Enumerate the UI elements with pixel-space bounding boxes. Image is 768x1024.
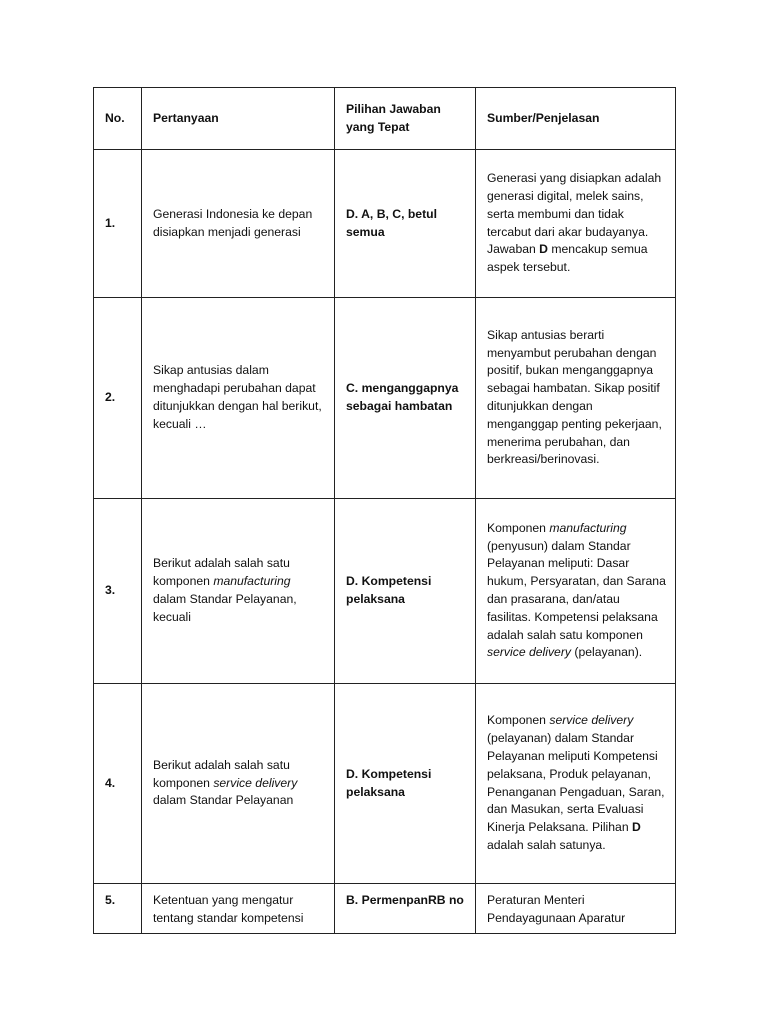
row-number: 1. <box>94 150 142 298</box>
explanation-text: Peraturan Menteri Pendayagunaan Aparatur <box>487 893 626 925</box>
answer-cell: C. menganggapnya sebagai hambatan <box>335 298 476 499</box>
header-no: No. <box>94 88 142 150</box>
explanation-text: (pelayanan) dalam Standar Pelayanan meliputi Kompetensi pelaksana, Produk pelayanan, Penanganan Pengaduan, Saran, dan Masukan, serta Evaluasi Kinerja Pelaksana. Pilihan <box>487 731 665 835</box>
question-cell <box>142 499 335 684</box>
table-row <box>94 150 676 298</box>
explanation-text: Komponen <box>487 520 550 535</box>
question-text: Sikap antusias dalam menghadapi perubahan dapat ditunjukkan dengan hal berikut, kecuali … <box>153 363 322 431</box>
question-text: Berikut adalah salah satu komponen <box>153 556 290 589</box>
explanation-bold: D <box>631 820 641 835</box>
answer-cell: D. A, B, C, betul semua <box>335 150 476 298</box>
explanation-italic: service delivery <box>487 645 571 660</box>
question-text: Generasi Indonesia ke depan disiapkan menjadi generasi <box>153 206 313 239</box>
row-number: 5. <box>94 884 142 934</box>
answer-cell: D. Kompetensi pelaksana <box>335 499 476 684</box>
row-number: 2. <box>94 298 142 499</box>
header-answer: Pilihan Jawaban yang Tepat <box>335 88 476 150</box>
question-cell <box>142 884 335 934</box>
question-italic: service delivery <box>213 775 298 790</box>
explanation-text: Komponen <box>487 713 550 728</box>
explanation-cell <box>476 499 676 684</box>
header-question: Pertanyaan <box>142 88 335 150</box>
explanation-italic: manufacturing <box>549 520 627 535</box>
question-cell <box>142 150 335 298</box>
header-explanation: Sumber/Penjelasan <box>476 88 676 150</box>
explanation-text: (penyusun) dalam Standar Pelayanan meliputi: Dasar hukum, Persyaratan, dan Sarana dan prasarana, dan/atau fasilitas. Kompetensi pelaksana adalah salah satu komponen <box>487 538 666 642</box>
explanation-text: mencakup semua aspek tersebut. <box>487 242 648 275</box>
answer-cell: D. Kompetensi pelaksana <box>335 684 476 884</box>
table-row <box>94 684 676 884</box>
question-text: Berikut adalah salah satu komponen <box>153 757 290 790</box>
question-italic: manufacturing <box>213 574 291 589</box>
row-number: 3. <box>94 499 142 684</box>
explanation-italic: service delivery <box>549 713 634 728</box>
row-number: 4. <box>94 684 142 884</box>
table-row <box>94 884 676 934</box>
question-cell <box>142 298 335 499</box>
table-row <box>94 298 676 499</box>
table-header-row <box>94 88 676 150</box>
explanation-cell <box>476 298 676 499</box>
explanation-cell <box>476 684 676 884</box>
question-cell <box>142 684 335 884</box>
explanation-cell <box>476 884 676 934</box>
question-text: Ketentuan yang mengatur tentang standar kompetensi <box>153 893 304 925</box>
explanation-text: Sikap antusias berarti menyambut perubahan dengan positif, bukan menganggapnya sebagai hambatan. Sikap positif ditunjukkan dengan menganggap penting pekerjaan, menerima perubahan, dan berkreasi/berinovasi. <box>487 327 662 467</box>
answer-cell: B. PermenpanRB no <box>335 884 476 934</box>
explanation-bold: D <box>539 242 548 257</box>
explanation-text: adalah salah satunya. <box>487 837 606 852</box>
explanation-text: Generasi yang disiapkan adalah generasi digital, melek sains, serta membumi dan tidak tercabut dari akar budayanya. Jawaban <box>487 171 662 257</box>
qa-table <box>93 87 676 934</box>
question-text: dalam Standar Pelayanan, kecuali <box>153 592 297 624</box>
explanation-cell <box>476 150 676 298</box>
table-row <box>94 499 676 684</box>
question-text: dalam Standar Pelayanan <box>153 793 294 808</box>
explanation-text: (pelayanan). <box>571 645 643 660</box>
